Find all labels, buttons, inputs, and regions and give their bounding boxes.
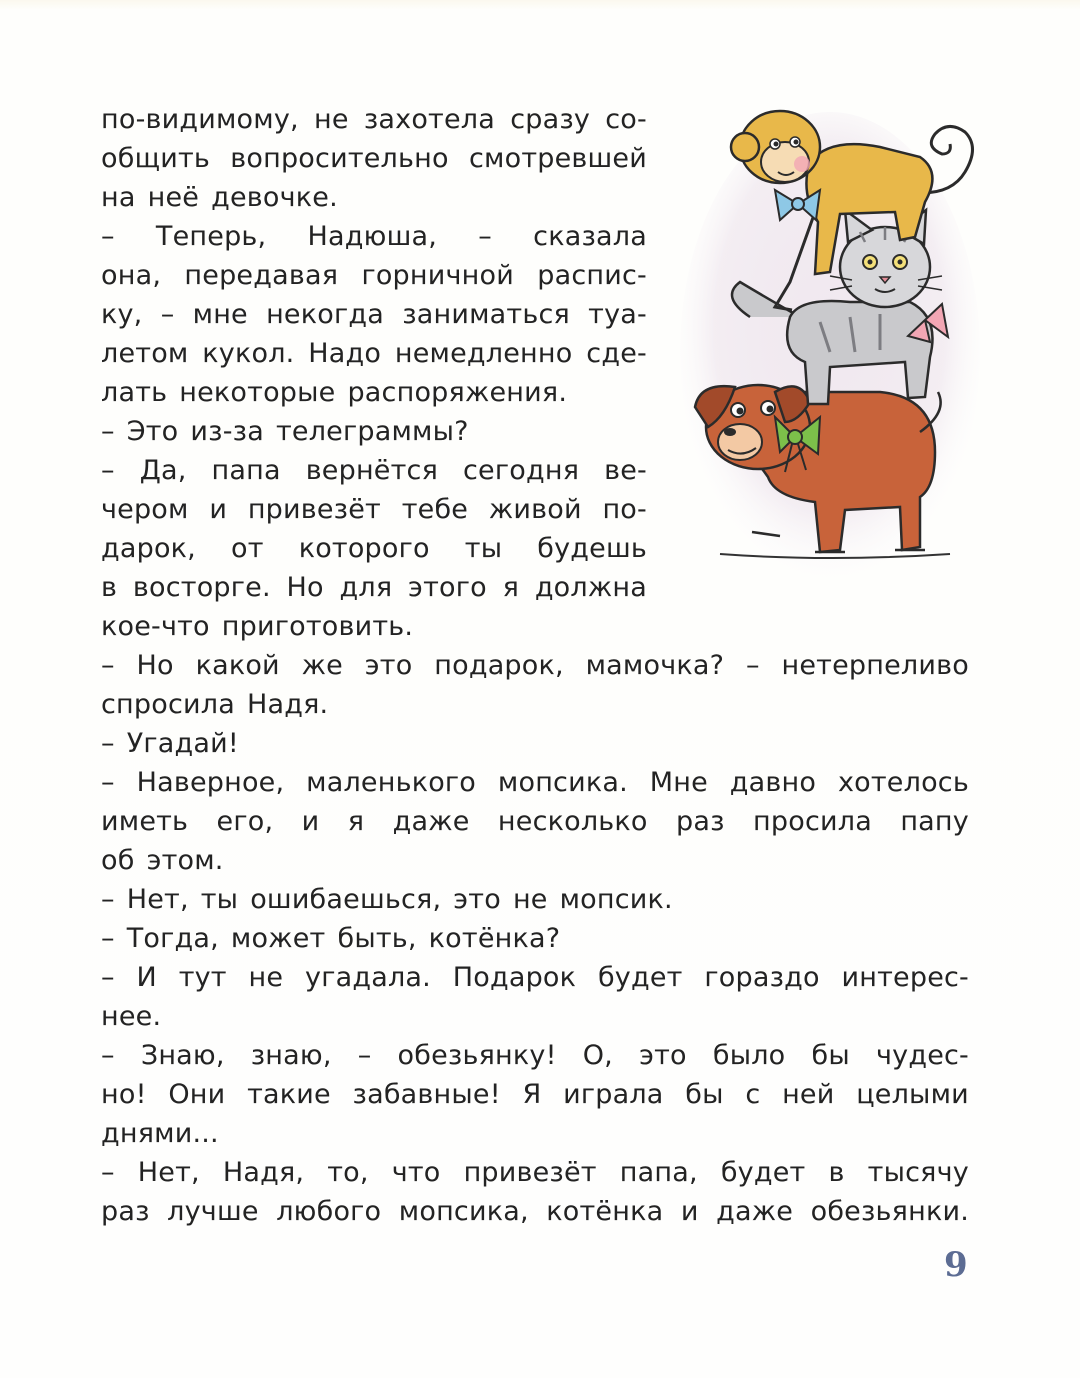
text-line: в восторге. Но для этого я должна — [101, 572, 647, 603]
text-line: общить вопросительно смотревшей — [101, 143, 647, 174]
text-line: на неё девочке. — [101, 182, 338, 213]
text-line: днями... — [101, 1118, 219, 1149]
page-number: 9 — [944, 1245, 968, 1285]
text-line: – Угадай! — [101, 728, 239, 759]
text-line: кое-что приготовить. — [101, 611, 414, 642]
text-line: спросила Надя. — [101, 689, 329, 720]
text-line: иметь его, и я даже несколько раз просила папу — [101, 806, 969, 837]
animal-stack-illustration — [680, 92, 990, 592]
text-line: но! Они такие забавные! Я играла бы с ней целыми — [101, 1079, 969, 1110]
text-line: – Да, папа вернётся сегодня ве- — [101, 455, 647, 486]
text-line: лать некоторые распоряжения. — [101, 377, 568, 408]
text-line: ку, – мне некогда заниматься туа- — [101, 299, 647, 330]
text-line: – Тогда, может быть, котёнка? — [101, 923, 561, 954]
text-line: – Но какой же это подарок, мамочка? – нетерпеливо — [101, 650, 969, 681]
text-line: дарок, от которого ты будешь — [101, 533, 647, 564]
text-line: она, передавая горничной распис- — [101, 260, 647, 291]
text-line: чером и привезёт тебе живой по- — [101, 494, 647, 525]
text-line: нее. — [101, 1001, 162, 1032]
text-line: – Знаю, знаю, – обезьянку! О, это было бы чудес- — [101, 1040, 969, 1071]
text-line: раз лучше любого мопсика, котёнка и даже обезьянки. — [101, 1196, 969, 1227]
text-line: – Нет, ты ошибаешься, это не мопсик. — [101, 884, 673, 915]
text-line: – И тут не угадала. Подарок будет гораздо интерес- — [101, 962, 969, 993]
text-line: – Теперь, Надюша, – сказала — [101, 221, 647, 252]
text-line: об этом. — [101, 845, 224, 876]
text-line: по-видимому, не захотела сразу со- — [101, 104, 647, 135]
text-line: – Это из-за телеграммы? — [101, 416, 469, 447]
text-line: летом кукол. Надо немедленно сде- — [101, 338, 647, 369]
text-line: – Нет, Надя, то, что привезёт папа, будет в тысячу — [101, 1157, 969, 1188]
text-line: – Наверное, маленького мопсика. Мне давно хотелось — [101, 767, 969, 798]
